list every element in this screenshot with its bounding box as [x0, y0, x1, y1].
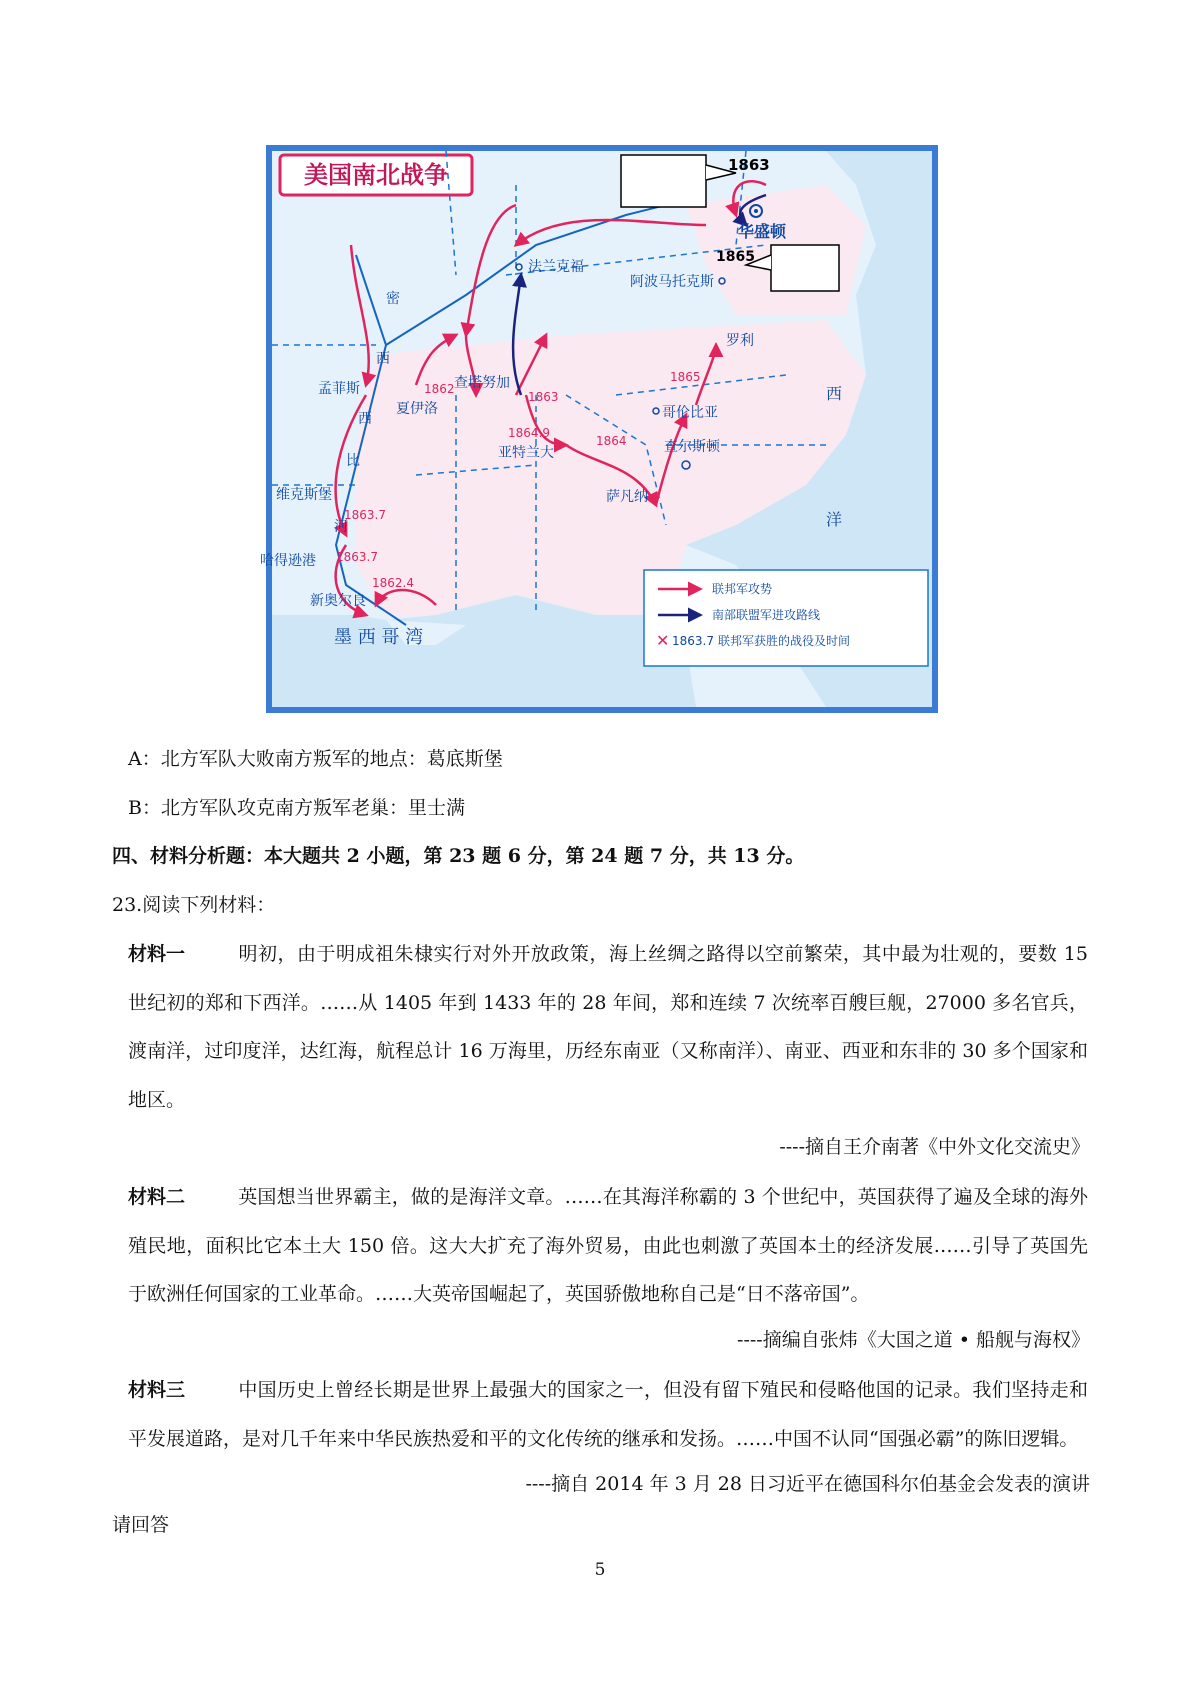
sea-ocean: 洋 [826, 510, 843, 529]
sea-west: 西 [826, 384, 843, 403]
sea-gulf: 墨 西 哥 湾 [334, 627, 424, 648]
material-3-source: ----摘自 2014 年 3 月 28 日习近平在德国科尔伯基金会发表的演讲 [525, 1473, 1090, 1495]
question-23: 23.阅读下列材料： [112, 894, 276, 916]
map-title: 美国南北战争 [304, 161, 448, 189]
river-char-4: 比 [346, 453, 360, 469]
city-washington: 华盛顿 [738, 222, 787, 241]
material-3-lead: 材料三 [128, 1379, 186, 1401]
material-1-lead: 材料一 [128, 943, 186, 965]
material-2-lead: 材料二 [128, 1186, 186, 1208]
date-new-orleans: 1862.4 [372, 576, 414, 590]
date-carolinas: 1865 [670, 370, 701, 384]
material-3 [128, 1366, 1088, 1463]
legend-confederate: 南部联盟军进攻路线 [712, 608, 821, 622]
line-a: A：北方军队大败南方叛军的地点：葛底斯堡 [128, 748, 503, 770]
date-vicksburg: 1863.7 [344, 508, 386, 522]
date-atlanta: 1864.9 [508, 426, 550, 440]
material-1-text: 明初，由于明成祖朱棣实行对外开放政策，海上丝绸之路得以空前繁荣，其中最为壮观的，要数 15 世纪初的郑和下西洋。……从 1405 年到 1433 年的 28 年间，郑和连续 7 次统率百艘巨舰，27000 多名官兵，渡南洋，过印度洋，达红海，航程总计 16 万海里，历经东南亚（又称南洋）、南亚、西亚和东非的 30 多个国家和地区。 [128, 943, 1088, 1111]
page-number: 5 [594, 1560, 606, 1580]
city-raleigh: 罗利 [726, 333, 754, 349]
legend-union: 联邦军攻势 [712, 582, 773, 596]
date-march: 1864 [596, 434, 627, 448]
city-savannah: 萨凡纳 [606, 489, 648, 505]
date-shiloh: 1862 [424, 382, 455, 396]
city-appomattox: 阿波马托克斯 [630, 274, 714, 290]
city-charleston: 查尔斯顿 [664, 439, 720, 455]
city-new-orleans: 新奥尔良 [310, 593, 366, 609]
material-2 [128, 1173, 1088, 1319]
river-char-1: 密 [386, 291, 400, 307]
date-gettysburg: 1863 [728, 156, 770, 174]
date-appomattox: 1865 [716, 249, 755, 265]
city-columbia: 哥伦比亚 [662, 405, 718, 421]
material-3-text: 中国历史上曾经长期是世界上最强大的国家之一，但没有留下殖民和侵略他国的记录。我们坚持走和平发展道路，是对几千年来中华民族热爱和平的文化传统的继承和发扬。……中国不认同“国强必霸”的陈旧逻辑。 [128, 1379, 1088, 1450]
date-chattanooga: 1863 [528, 390, 559, 404]
legend-battle-icon: ✕ [656, 631, 670, 650]
city-shiloh: 夏伊洛 [396, 401, 438, 417]
river-char-2: 西 [376, 351, 390, 367]
city-chattanooga: 查塔努加 [454, 375, 510, 391]
city-port-hudson: 哈得逊港 [260, 553, 316, 569]
material-2-source: ----摘编自张炜《大国之道 • 船舰与海权》 [737, 1329, 1090, 1351]
river-char-3: 西 [358, 411, 372, 427]
line-b: B：北方军队攻克南方叛军老巢：里士满 [128, 797, 465, 819]
city-atlanta: 亚特兰大 [498, 445, 554, 461]
answer-prompt: 请回答 [112, 1514, 170, 1536]
city-frankfort: 法兰克福 [528, 259, 584, 275]
date-port-hudson: 1863.7 [336, 550, 378, 564]
city-vicksburg: 维克斯堡 [276, 487, 332, 503]
city-memphis: 孟菲斯 [318, 381, 360, 397]
civil-war-map [260, 145, 938, 713]
legend-battle: 联邦军获胜的战役及时间 [718, 634, 851, 648]
material-1-source: ----摘自王介南著《中外文化交流史》 [779, 1136, 1090, 1158]
section-heading: 四、材料分析题：本大题共 2 小题，第 23 题 6 分，第 24 题 7 分，共 13 分。 [112, 845, 805, 867]
material-1 [128, 930, 1088, 1124]
legend-battle-sample: 1863.7 [672, 634, 714, 648]
river-char-5: 河 [334, 519, 348, 535]
material-2-text: 英国想当世界霸主，做的是海洋文章。……在其海洋称霸的 3 个世纪中，英国获得了遍及全球的海外殖民地，面积比它本土大 150 倍。这大大扩充了海外贸易，由此也刺激了英国本土的经济发展……引导了英国先于欧洲任何国家的工业革命。……大英帝国崛起了，英国骄傲地称自己是“日不落帝国”。 [128, 1186, 1088, 1305]
